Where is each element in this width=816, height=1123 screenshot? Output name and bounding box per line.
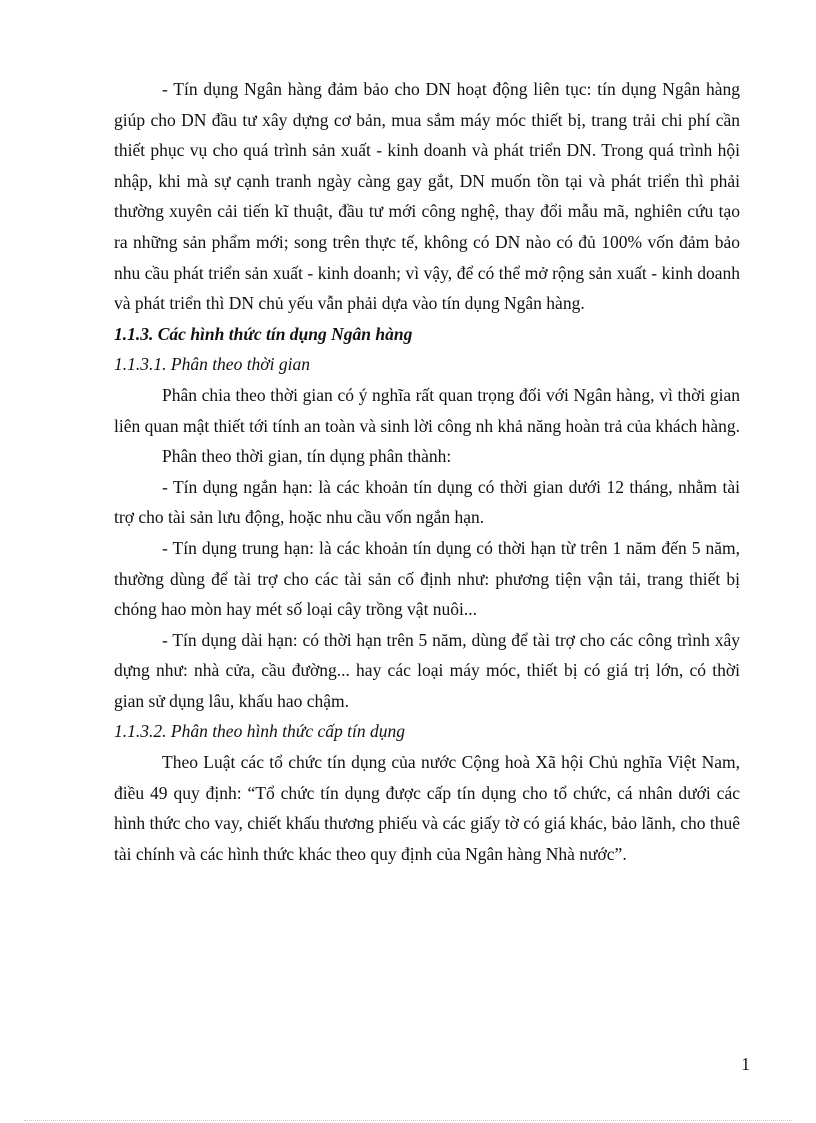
paragraph-short-term-credit: - Tín dụng ngắn hạn: là các khoản tín dụng có thời gian dưới 12 tháng, nhằm tài trợ cho tài sản lưu động, hoặc nhu cầu vốn ngắn hạn. <box>114 476 740 528</box>
subsection-heading-by-time: 1.1.3.1. Phân theo thời gian <box>114 354 310 375</box>
paragraph-time-classification: Phân theo thời gian, tín dụng phân thành: <box>162 446 452 467</box>
paragraph-medium-term-credit: - Tín dụng trung hạn: là các khoản tín dụng có thời hạn từ trên 1 năm đến 5 năm, thường dùng để tài trợ cho các tài sản cố định như: phương tiện vận tải, trang thiết bị chóng hao mòn hay mét số loại cây trồng vật nuôi... <box>114 537 740 620</box>
page-number: 1 <box>741 1054 750 1074</box>
section-heading-credit-forms: 1.1.3. Các hình thức tín dụng Ngân hàng <box>114 323 413 344</box>
paragraph-time-importance: Phân chia theo thời gian có ý nghĩa rất quan trọng đối với Ngân hàng, vì thời gian liên quan mật thiết tới tính an toàn và sinh lời công nh khả năng hoàn trả của khách hàng. <box>114 384 740 436</box>
paragraph-bank-credit-continuity: - Tín dụng Ngân hàng đảm bảo cho DN hoạt động liên tục: tín dụng Ngân hàng giúp cho DN đầu tư xây dựng cơ bản, mua sắm máy móc thiết bị, trang trải chi phí cần thiết phục vụ cho quá trình sản xuất - kinh doanh và phát triển DN. Trong quá trình hội nhập, khi mà sự cạnh tranh ngày càng gay gắt, DN muốn tồn tại và phát triển thì phải thường xuyên cải tiến kĩ thuật, đầu tư mới công nghệ, thay đổi mẫu mã, nghiên cứu tạo ra những sản phẩm mới; song trên thực tế, không có DN nào có đủ 100% vốn đảm bảo nhu cầu phát triển sản xuất - kinh doanh; vì vậy, để có thể mở rộng sản xuất - kinh doanh và phát triển thì DN chủ yếu vẫn phải dựa vào tín dụng Ngân hàng. <box>114 79 740 314</box>
page-bottom-divider <box>24 1120 792 1121</box>
paragraph-credit-law: Theo Luật các tổ chức tín dụng của nước Cộng hoà Xã hội Chủ nghĩa Việt Nam, điều 49 quy định: “Tổ chức tín dụng được cấp tín dụng cho tổ chức, cá nhân dưới các hình thức cho vay, chiết khấu thương phiếu và các giấy tờ có giá khác, bảo lãnh, cho thuê tài chính và các hình thức khác theo quy định của Ngân hàng Nhà nước”. <box>114 752 740 864</box>
body-text <box>114 74 740 869</box>
paragraph-long-term-credit: - Tín dụng dài hạn: có thời hạn trên 5 năm, dùng để tài trợ cho các công trình xây dựng như: nhà cửa, cầu đường... hay các loại máy móc, thiết bị có giá trị lớn, có thời gian sử dụng lâu, khấu hao chậm. <box>114 629 740 711</box>
subsection-heading-by-form: 1.1.3.2. Phân theo hình thức cấp tín dụng <box>114 721 405 742</box>
